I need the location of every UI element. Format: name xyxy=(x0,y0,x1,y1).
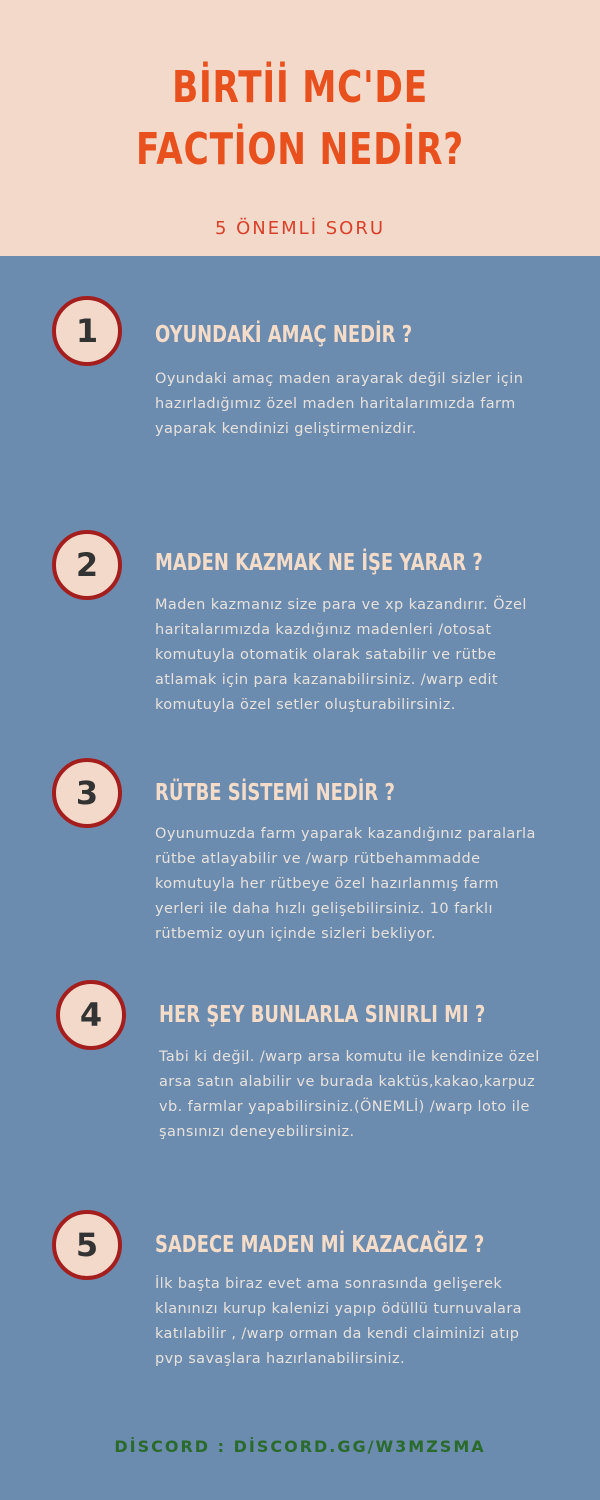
question-title-2: MADEN KAZMAK NE İŞE YARAR ? xyxy=(155,550,483,576)
number-badge-2: 2 xyxy=(52,530,122,600)
number-badge-1: 1 xyxy=(52,296,122,366)
answer-text-4: Tabi ki değil. /warp arsa komutu ile kendinize özel arsa satın alabilir ve burada kaktüs,kakao,karpuz vb. farmlar yapabilirsiniz.(ÖNEMLİ) /warp loto ile şansınızı deneyebilirsiniz. xyxy=(159,1049,540,1140)
number-badge-3: 3 xyxy=(52,758,122,828)
question-title-4: HER ŞEY BUNLARLA SINIRLI MI ? xyxy=(159,1002,486,1028)
question-title-3: RÜTBE SİSTEMİ NEDİR ? xyxy=(155,780,395,806)
number-badge-4: 4 xyxy=(56,980,126,1050)
page-title-line-2: FACTİON NEDİR? xyxy=(136,124,464,175)
page-subtitle: 5 ÖNEMLİ SORU xyxy=(214,218,386,239)
header-banner xyxy=(0,0,600,256)
answer-text-5: İlk başta biraz evet ama sonrasında gelişerek klanınızı kurup kalenizi yapıp ödüllü turnuvalara katılabilir , /warp orman da kendi claiminizi atıp pvp savaşlara hazırlanabilirsiniz. xyxy=(155,1276,522,1367)
question-title-5: SADECE MADEN Mİ KAZACAĞIZ ? xyxy=(155,1232,485,1258)
answer-text-1: Oyundaki amaç maden arayarak değil sizler için hazırladığımız özel maden haritalarımızda farm yaparak kendinizi geliştirmenizdir. xyxy=(155,371,524,437)
answer-text-2: Maden kazmanız size para ve xp kazandırır. Özel haritalarımızda kazdığınız madenleri /otosat komutuyla otomatik olarak satabilir ve rütbe atlamak için para kazanabilirsiniz. /warp edit komutuyla özel setler oluşturabilirsiniz. xyxy=(155,597,527,713)
number-badge-5: 5 xyxy=(52,1210,122,1280)
discord-link[interactable]: DİSCORD : DİSCORD.GG/W3MZSMA xyxy=(114,1437,486,1456)
question-title-1: OYUNDAKİ AMAÇ NEDİR ? xyxy=(155,322,413,348)
answer-text-3: Oyunumuzda farm yaparak kazandığınız paralarla rütbe atlayabilir ve /warp rütbehammadde komutuyla her rütbeye özel hazırlanmış farm yerleri ile daha hızlı gelişebilirsiniz. 10 farklı rütbemiz oyun içinde sizleri bekliyor. xyxy=(155,826,536,942)
page-title-line-1: BİRTİİ MC'DE xyxy=(172,62,428,113)
